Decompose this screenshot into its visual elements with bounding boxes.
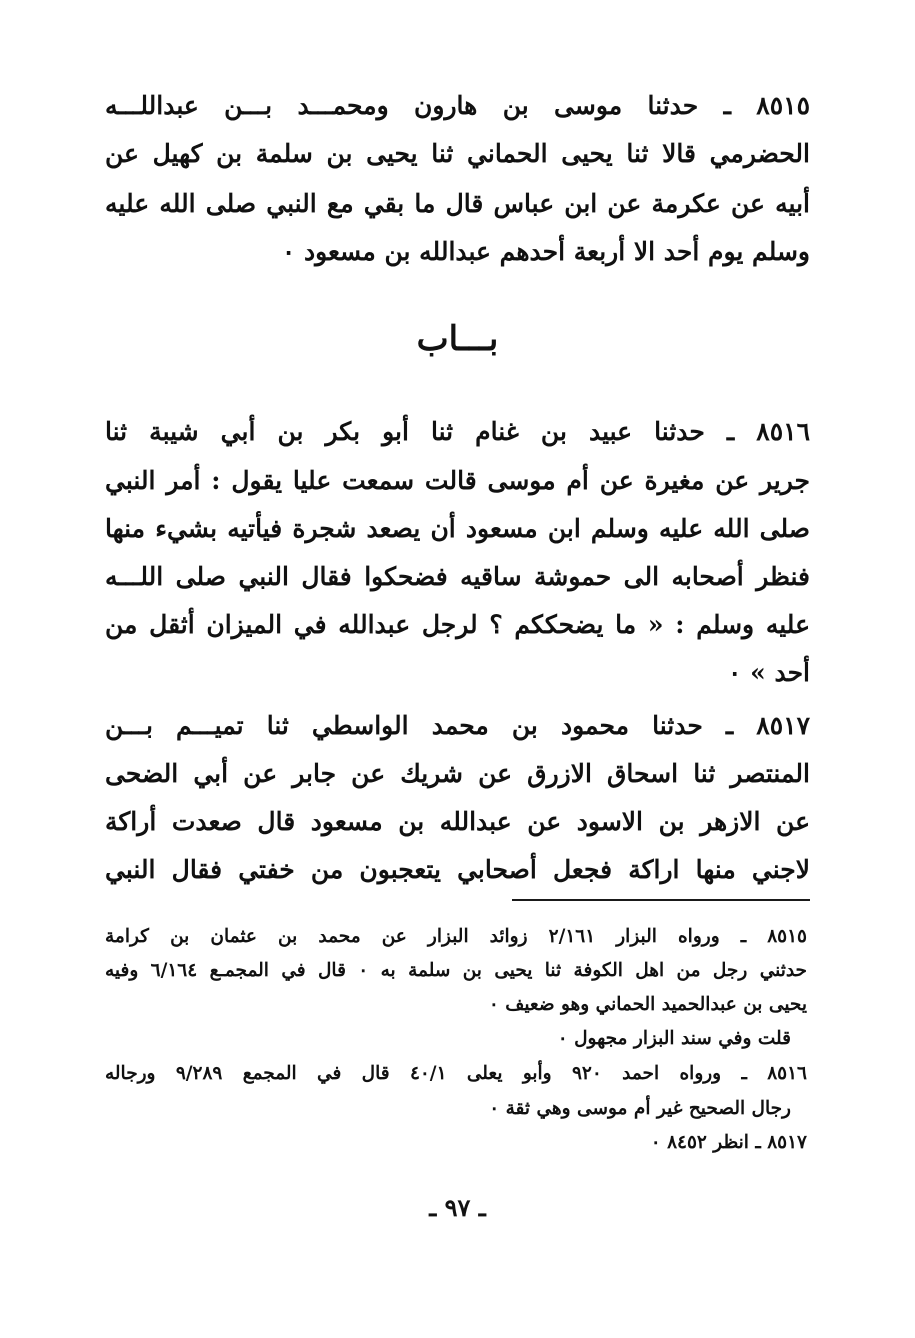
footnote-line: حدثني رجل من اهل الكوفة ثنا يحيى بن سلمة به ٠ قال في المجمـع ٦/١٦٤ وفيه	[105, 960, 807, 981]
footnote-line: ٨٥١٧ ـ انظر ٨٤٥٢ ٠	[650, 1132, 807, 1153]
footnote-line: قلت وفي سند البزار مجهول ٠	[557, 1028, 791, 1049]
page-number: ـ ٩٧ ـ	[429, 1193, 486, 1222]
section-heading: بـــاب	[416, 319, 499, 359]
footnote-line: ٨٥١٦ ـ ورواه احمد ٩٢٠ وأبو يعلى ٤٠/١ قال في المجمع ٩/٢٨٩ ورجاله	[105, 1063, 807, 1084]
text-line: عليه وسلم : « ما يضحككم ؟ لرجل عبدالله في الميزان أثقل من	[105, 610, 810, 639]
text-line: المنتصر ثنا اسحاق الازرق عن شريك عن جابر عن أبي الضحى	[105, 759, 810, 788]
text-line: صلى الله عليه وسلم ابن مسعود أن يصعد شجرة فيأتيه بشيء منها	[105, 514, 810, 543]
text-line: الحضرمي قالا ثنا يحيى الحماني ثنا يحيى بن سلمة بن كهيل عن	[105, 139, 810, 168]
text-line: ٨٥١٥ ـ حدثنا موسى بن هارون ومحمـــد بـــن عبداللـــه	[105, 91, 810, 120]
footnote-line: يحيى بن عبدالحميد الحماني وهو ضعيف ٠	[488, 994, 807, 1015]
footnote-line: ٨٥١٥ ـ ورواه البزار ٢/١٦١ زوائد البزار عن محمد بن عثمان بن كرامة	[105, 926, 807, 947]
footnote-separator	[512, 899, 810, 901]
text-line: فنظر أصحابه الى حموشة ساقيه فضحكوا فقال النبي صلى اللـــه	[105, 562, 810, 591]
text-line: جرير عن مغيرة عن أم موسى قالت سمعت عليا يقول : أمر النبي	[105, 466, 810, 495]
text-line: ٨٥١٦ ـ حدثنا عبيد بن غنام ثنا أبو بكر بن أبي شيبة ثنا	[105, 417, 810, 446]
text-line: ٨٥١٧ ـ حدثنا محمود بن محمد الواسطي ثنا تميـــم بـــن	[105, 711, 810, 740]
footnote-line: رجال الصحيح غير أم موسى وهي ثقة ٠	[489, 1098, 791, 1119]
text-line: عن الازهر بن الاسود عن عبدالله بن مسعود قال صعدت أراكة	[105, 807, 810, 836]
text-line: أحد » ٠	[728, 658, 810, 687]
text-line: أبيه عن عكرمة عن ابن عباس قال ما بقي مع النبي صلى الله عليه	[105, 189, 810, 218]
text-line: لاجني منها اراكة فجعل أصحابي يتعجبون من خفتي فقال النبي	[105, 855, 810, 884]
text-line: وسلم يوم أحد الا أربعة أحدهم عبدالله بن مسعود ٠	[281, 237, 810, 266]
